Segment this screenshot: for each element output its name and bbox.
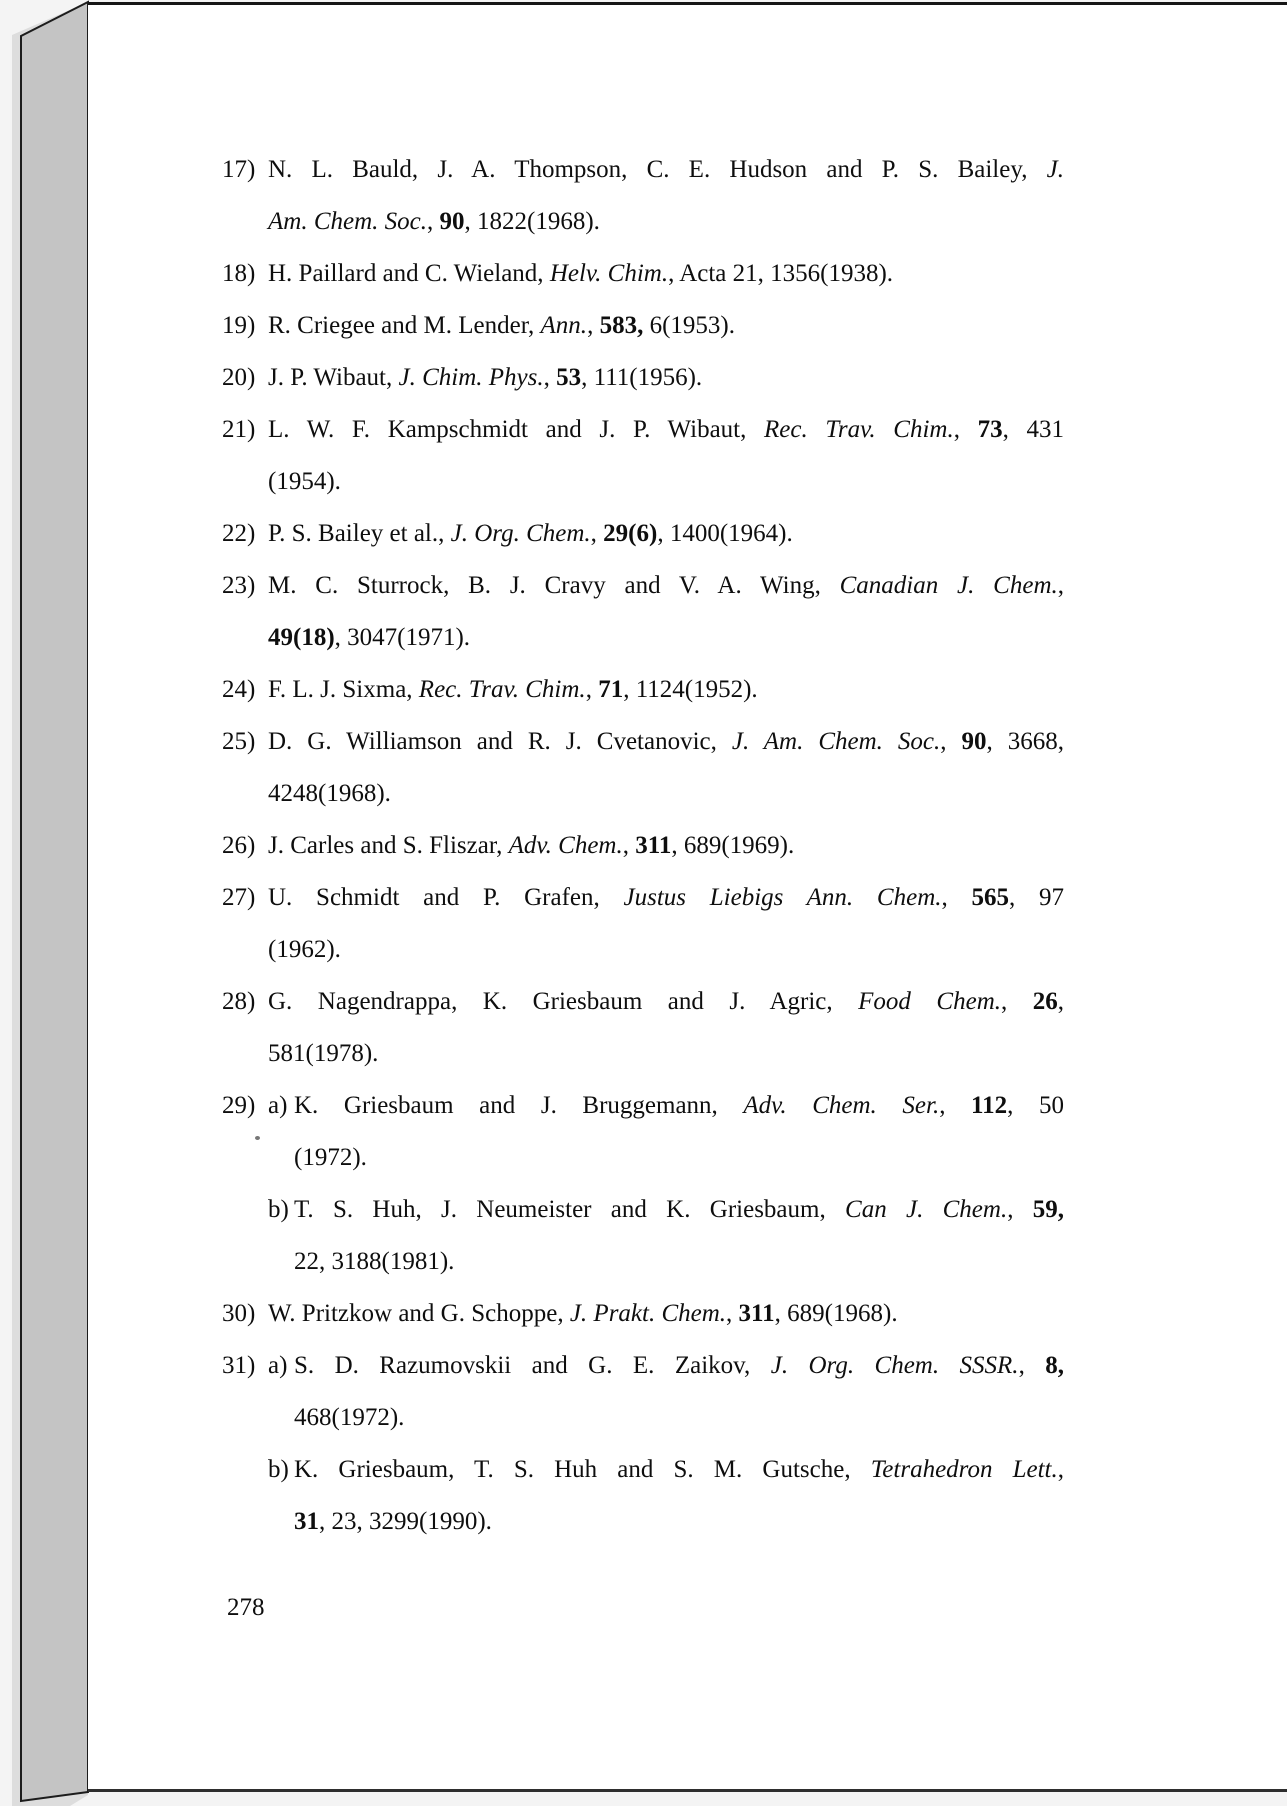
reference-text-line xyxy=(268,352,1064,404)
reference-item xyxy=(222,1080,1064,1288)
reference-text-line xyxy=(268,1288,1064,1340)
reference-text-segment: , Acta 21, 1356(1938). xyxy=(668,260,894,287)
reference-entry xyxy=(268,716,1064,820)
reference-entry xyxy=(268,248,1064,300)
reference-entry xyxy=(268,352,1064,404)
reference-text-segment: , 689(1968). xyxy=(774,1300,898,1327)
reference-text-segment: , 3047(1971). xyxy=(334,624,471,651)
reference-text-segment: , xyxy=(622,832,636,859)
reference-parts xyxy=(268,1288,1064,1340)
reference-text xyxy=(294,1340,1064,1444)
reference-item xyxy=(222,300,1064,352)
reference-text-segment: H. Paillard and C. Wieland, xyxy=(268,260,550,287)
volume-number: 90 xyxy=(961,728,987,755)
reference-text-line xyxy=(268,300,1064,352)
reference-entry xyxy=(268,664,1064,716)
reference-text-segment: , xyxy=(1057,572,1064,599)
reference-text-segment: , 50 xyxy=(1007,1092,1065,1119)
reference-number: 23) xyxy=(222,572,256,599)
reference-parts xyxy=(268,508,1064,560)
reference-parts xyxy=(268,820,1064,872)
volume-number: 90 xyxy=(439,208,465,235)
reference-text-line xyxy=(268,456,1064,508)
reference-text-segment: , xyxy=(953,416,978,443)
reference-sub-letter: b) xyxy=(268,1456,289,1483)
journal-name: J. xyxy=(1046,156,1064,183)
reference-text-line xyxy=(268,196,1064,248)
reference-text-line xyxy=(268,560,1064,612)
reference-sub-letter: a) xyxy=(268,1352,288,1379)
reference-text-segment: , xyxy=(940,728,962,755)
reference-text-segment: T. S. Huh, J. Neumeister and K. Griesbaum, xyxy=(294,1196,846,1223)
reference-parts xyxy=(268,1080,1064,1288)
reference-item xyxy=(222,872,1064,976)
volume-number: 73 xyxy=(977,416,1003,443)
reference-entry xyxy=(268,560,1064,664)
reference-number: 21) xyxy=(222,416,256,443)
reference-parts xyxy=(268,872,1064,976)
reference-parts xyxy=(268,248,1064,300)
reference-text xyxy=(268,560,1064,664)
reference-text-segment: W. Pritzkow and G. Schoppe, xyxy=(268,1300,570,1327)
reference-text-line xyxy=(294,1236,1064,1288)
reference-text-segment: (1972). xyxy=(294,1144,367,1171)
reference-text-line xyxy=(268,924,1064,976)
reference-text xyxy=(268,716,1064,820)
reference-text-line xyxy=(294,1392,1064,1444)
reference-text-segment: 468(1972). xyxy=(294,1404,405,1431)
reference-text-segment: G. Nagendrappa, K. Griesbaum and J. Agric, xyxy=(268,988,859,1015)
reference-text-segment: P. S. Bailey et al., xyxy=(268,520,451,547)
volume-number: 31 xyxy=(294,1508,319,1535)
reference-text-line xyxy=(268,404,1064,456)
reference-text-segment: 581(1978). xyxy=(268,1040,379,1067)
reference-text xyxy=(268,508,1064,560)
reference-item xyxy=(222,508,1064,560)
reference-text-line xyxy=(268,1028,1064,1080)
reference-text-segment: , 1400(1964). xyxy=(657,520,793,547)
journal-name: Rec. Trav. Chim. xyxy=(418,676,586,703)
reference-text xyxy=(268,976,1064,1080)
reference-text-segment: U. Schmidt and P. Grafen, xyxy=(268,884,624,911)
reference-number: 19) xyxy=(222,312,256,339)
reference-text-segment: , 1822(1968). xyxy=(464,208,600,235)
reference-number: 29) xyxy=(222,1092,256,1119)
volume-number: 583, xyxy=(599,312,644,339)
reference-item xyxy=(222,1288,1064,1340)
reference-parts xyxy=(268,300,1064,352)
volume-number: 311 xyxy=(738,1300,775,1327)
journal-name: Adv. Chem. xyxy=(508,832,623,859)
reference-text-segment: 22, 3188(1981). xyxy=(294,1248,455,1275)
reference-entry xyxy=(268,1080,1064,1184)
journal-name: J. Am. Chem. Soc. xyxy=(731,728,941,755)
reference-item xyxy=(222,716,1064,820)
reference-text-segment: F. L. J. Sixma, xyxy=(268,676,419,703)
reference-item xyxy=(222,820,1064,872)
reference-text xyxy=(294,1184,1064,1288)
volume-number: 565 xyxy=(971,884,1010,911)
reference-text-line xyxy=(268,768,1064,820)
reference-number: 30) xyxy=(222,1300,256,1327)
reference-text xyxy=(294,1080,1064,1184)
reference-text-segment: , xyxy=(941,884,972,911)
reference-text-line xyxy=(294,1444,1064,1496)
reference-text xyxy=(268,1288,1064,1340)
journal-name: Ann. xyxy=(540,312,588,339)
scan-speckle-dot xyxy=(255,1136,260,1140)
reference-item xyxy=(222,560,1064,664)
reference-entry xyxy=(268,1184,1064,1288)
reference-parts xyxy=(268,144,1064,248)
reference-entry xyxy=(268,1288,1064,1340)
reference-text-segment: , xyxy=(1018,1352,1046,1379)
reference-text-segment: J. P. Wibaut, xyxy=(268,364,399,391)
reference-text-segment: , 23, 3299(1990). xyxy=(319,1508,492,1535)
page-number: 278 xyxy=(227,1594,265,1621)
reference-text-segment: L. W. F. Kampschmidt and J. P. Wibaut, xyxy=(268,416,765,443)
reference-text-segment: , xyxy=(939,1092,972,1119)
reference-text-segment: M. C. Sturrock, B. J. Cravy and V. A. Wing, xyxy=(268,572,840,599)
journal-name: Helv. Chim. xyxy=(549,260,669,287)
reference-item xyxy=(222,1340,1064,1548)
reference-text xyxy=(268,300,1064,352)
journal-name: Can J. Chem. xyxy=(845,1196,1008,1223)
reference-text-segment: , 1124(1952). xyxy=(623,676,758,703)
reference-entry xyxy=(268,976,1064,1080)
reference-text xyxy=(268,248,1064,300)
reference-text xyxy=(268,144,1064,248)
volume-number: 29(6) xyxy=(603,520,658,547)
reference-text-line xyxy=(268,508,1064,560)
volume-number: 59, xyxy=(1032,1196,1064,1223)
reference-number: 22) xyxy=(222,520,256,547)
reference-item xyxy=(222,664,1064,716)
journal-name: Tetrahedron Lett. xyxy=(870,1456,1058,1483)
reference-parts xyxy=(268,664,1064,716)
reference-text-segment: , xyxy=(726,1300,739,1327)
reference-item xyxy=(222,144,1064,248)
reference-number: 31) xyxy=(222,1352,256,1379)
reference-text-segment: K. Griesbaum, T. S. Huh and S. M. Gutsche, xyxy=(294,1456,871,1483)
reference-number: 28) xyxy=(222,988,256,1015)
reference-text-line xyxy=(268,820,1064,872)
volume-number: 71 xyxy=(598,676,624,703)
reference-parts xyxy=(268,716,1064,820)
reference-text-segment: 6(1953). xyxy=(643,312,735,339)
volume-number: 26 xyxy=(1032,988,1058,1015)
reference-text xyxy=(268,352,1064,404)
reference-text-segment: , xyxy=(1057,988,1064,1015)
reference-parts xyxy=(268,352,1064,404)
reference-text-segment: S. D. Razumovskii and G. E. Zaikov, xyxy=(294,1352,771,1379)
reference-item xyxy=(222,248,1064,300)
reference-text-segment: , 97 xyxy=(1009,884,1065,911)
reference-text-line xyxy=(268,144,1064,196)
volume-number: 8, xyxy=(1045,1352,1064,1379)
reference-text-segment: , 3668, xyxy=(986,728,1064,755)
reference-text-segment: J. Carles and S. Fliszar, xyxy=(268,832,509,859)
journal-name: Adv. Chem. Ser. xyxy=(743,1092,940,1119)
reference-text-segment: (1962). xyxy=(268,936,341,963)
reference-sub-letter: a) xyxy=(268,1092,288,1119)
reference-text-segment: , xyxy=(1007,1196,1033,1223)
reference-text-line xyxy=(294,1340,1064,1392)
journal-name: Rec. Trav. Chim. xyxy=(764,416,954,443)
reference-text-line xyxy=(268,716,1064,768)
reference-text-line xyxy=(268,872,1064,924)
reference-text-segment: , 111(1956). xyxy=(581,364,703,391)
reference-number: 25) xyxy=(222,728,256,755)
reference-text-segment: D. G. Williamson and R. J. Cvetanovic, xyxy=(268,728,732,755)
reference-number: 20) xyxy=(222,364,256,391)
reference-text-segment: , 689(1969). xyxy=(671,832,795,859)
reference-text xyxy=(268,404,1064,508)
reference-text xyxy=(268,820,1064,872)
reference-text-segment: 4248(1968). xyxy=(268,780,391,807)
reference-entry xyxy=(268,300,1064,352)
journal-name: J. Org. Chem. xyxy=(450,520,591,547)
reference-text-segment: , xyxy=(590,520,604,547)
reference-text-line xyxy=(294,1132,1064,1184)
reference-entry xyxy=(268,508,1064,560)
journal-name: J. Org. Chem. SSSR. xyxy=(770,1352,1019,1379)
volume-number: 53 xyxy=(556,364,582,391)
journal-name: Am. Chem. Soc. xyxy=(268,208,427,235)
reference-entry xyxy=(268,872,1064,976)
reference-text-line xyxy=(268,248,1064,300)
reference-entry xyxy=(268,820,1064,872)
reference-entry xyxy=(268,1444,1064,1548)
reference-number: 27) xyxy=(222,884,256,911)
reference-parts xyxy=(268,1340,1064,1548)
journal-name: Canadian J. Chem. xyxy=(839,572,1058,599)
reference-item xyxy=(222,352,1064,404)
reference-text-segment: N. L. Bauld, J. A. Thompson, C. E. Hudson and P. S. Bailey, xyxy=(268,156,1047,183)
reference-text-line xyxy=(268,976,1064,1028)
reference-text-line xyxy=(268,612,1064,664)
reference-text-segment: , xyxy=(427,208,440,235)
reference-text-segment: , xyxy=(1057,1456,1064,1483)
reference-text-segment: , xyxy=(543,364,557,391)
reference-number: 26) xyxy=(222,832,256,859)
reference-number: 24) xyxy=(222,676,256,703)
reference-item xyxy=(222,404,1064,508)
reference-text-line xyxy=(268,664,1064,716)
reference-text xyxy=(294,1444,1064,1548)
reference-entry xyxy=(268,404,1064,508)
volume-number: 49(18) xyxy=(268,624,335,651)
reference-text-segment: , xyxy=(1001,988,1033,1015)
reference-parts xyxy=(268,560,1064,664)
reference-text-line xyxy=(294,1080,1064,1132)
book-edge xyxy=(21,2,88,1801)
reference-text xyxy=(268,664,1064,716)
reference-entry xyxy=(268,1340,1064,1444)
reference-text xyxy=(268,872,1064,976)
reference-text-segment: , xyxy=(587,312,600,339)
reference-parts xyxy=(268,404,1064,508)
journal-name: J. Chim. Phys. xyxy=(398,364,544,391)
reference-entry xyxy=(268,144,1064,248)
reference-item xyxy=(222,976,1064,1080)
reference-sub-letter: b) xyxy=(268,1196,289,1223)
reference-text-segment: R. Criegee and M. Lender, xyxy=(268,312,541,339)
reference-text-segment: , xyxy=(585,676,599,703)
reference-text-segment: K. Griesbaum and J. Bruggemann, xyxy=(294,1092,744,1119)
journal-name: Food Chem. xyxy=(858,988,1001,1015)
journal-name: Justus Liebigs Ann. Chem. xyxy=(623,884,942,911)
reference-parts xyxy=(268,976,1064,1080)
reference-number: 18) xyxy=(222,260,256,287)
reference-text-segment: , 431 xyxy=(1002,416,1065,443)
reference-list xyxy=(222,144,1064,1548)
reference-number: 17) xyxy=(222,156,256,183)
journal-name: J. Prakt. Chem. xyxy=(569,1300,727,1327)
reference-text-segment: (1954). xyxy=(268,468,341,495)
reference-text-line xyxy=(294,1184,1064,1236)
volume-number: 112 xyxy=(971,1092,1008,1119)
volume-number: 311 xyxy=(635,832,672,859)
reference-text-line xyxy=(294,1496,1064,1548)
